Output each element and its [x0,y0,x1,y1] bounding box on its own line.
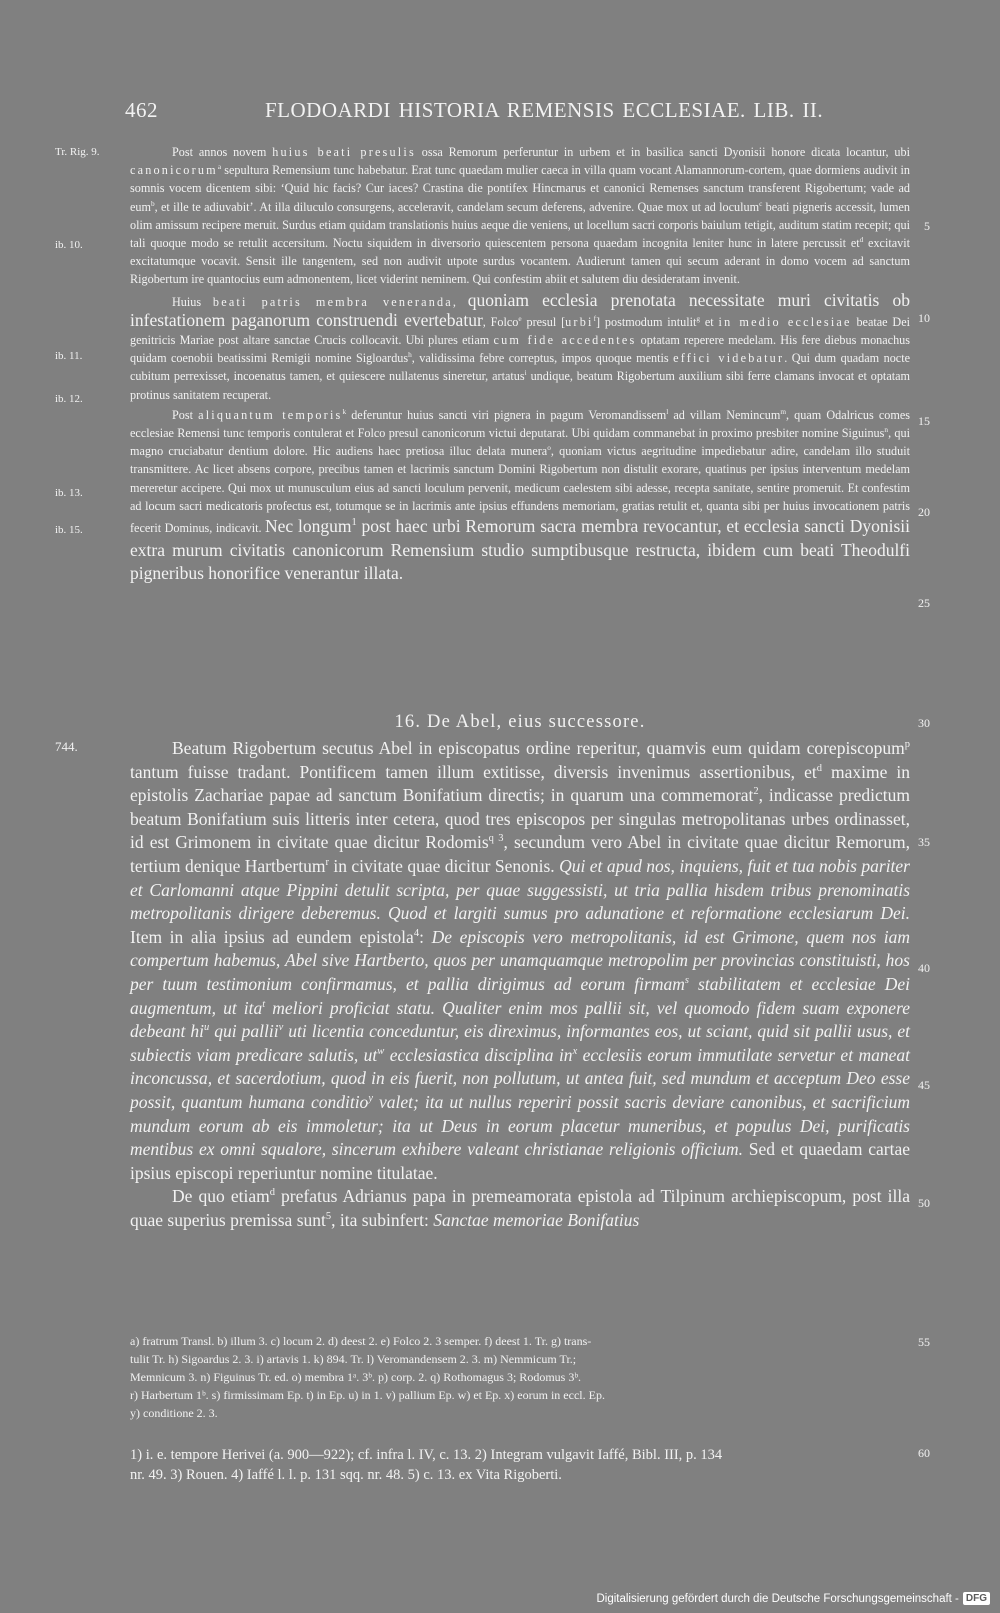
footnotes-variants [130,1332,920,1422]
footnote-line: a) fratrum Transl. b) illum 3. c) locum 2. d) deest 2. e) Folco 2. 3 semper. f) deest 1. Tr. g) trans- [130,1334,592,1348]
footnote-line: Memnicum 3. n) Figuinus Tr. ed. o) membra 1ᵃ. 3ᵇ. p) corp. 2. q) Rothomagus 3; Rodomus 3ᵇ. [130,1370,582,1384]
margin-ref: ib. 10. [55,239,83,251]
margin-ref: ib. 15. [55,524,83,536]
line-number: 5 [924,219,930,233]
footnote-line: nr. 49. 3) Rouen. 4) Iaffé l. l. p. 131 sqq. nr. 48. 5) c. 13. ex Vita Rigoberti. [130,1467,562,1483]
line-number: 10 [918,311,930,325]
margin-ref: ib. 12. [55,393,83,405]
line-number: 35 [918,835,930,849]
margin-ref: ib. 13. [55,487,83,499]
body-large-text: Beatum Rigobertum secutus Abel in episcopatus ordine reperitur, quamvis eum quidam corepiscopum$^p$ tantum fuisse tradant. Pontificem tamen illum extitisse, diversis invenimus assertionibus, $et^d$ maxime in epistolis Zachariae papae ad sanctum Bonifatium directis; in quarum una commemorat$^2$, indicasse predictum beatum Bonifatium suis litteris inter cetera, quod tres episcopos per singulas metropolitanas urbes ordinasset, id est Grimonem in civitate quae dicitur Rodomis$^{q 3}$, secundum vero Abel in civitate quae dicitur Remorum, tertium denique Hartbertum$^r$ in civitate quae dicitur Senonis. Qui et apud nos, inquiens, fuit et tua nobis pariter et Carlomanni atque Pippini detulit scripta, per quae suggessisti, ut tria pallia hisdem tribus prenominatis metropolitanis dirigere deberemus. Quod et largiti sumus pro adunatione et reformatione ecclesiarum Dei. Item in alia ipsius ad eundem epistola$^4$: De episcopis vero metropolitanis, id est Grimone, quem nos iam compertum habemus, Abel sive Hartberto, quos per unamquamque metropolim per provincias constituisti, hos per tuum testimonium confirmamus, et pallia dirigimus ad eorum firmam$^s$ stabilitatem et ecclesiae Dei augmentum, ut ita$^t$ meliori proficiat statu. Qualiter enim mos pallii sit, vel quomodo fidem suam exponere debeant $hi^u$ qui pallii$^v$ uti licentia conceduntur, eis direximus, informantes eos, ut sciant, quid sit pallii usus, et subiectis viam predicare salutis, $ut^w$ ecclesiastica disciplina $in^x$ ecclesiis eorum immutilate servetur et maneat inconcussa, et sacerdotium, quod in eis fuerit, non pollutum, ut antea fuit, sed mundum et acceptum Deo esse possit, quantum humana conditio$^y$ valet; ita ut nullus reperiri possit sacris deviare canonibus, et sacrificium mundum eorum ab eis immoletur; ita ut Deus in eorum placetur muneribus, et populus Dei, purificatis mentibus ex omni squalore, sincerum exhibere valeant christianae religionis officium. Sed et quaedam cartae ipsius episcopi reperiuntur nomine titulatae. De quo etiam$^d$ prefatus Adrianus papa in premeamorata epistola ad Tilpinum archiepiscopum, post illa quae superius premissa sunt$^5$, ita subinfert: Sanctae memoriae Bonifatius [130,738,911,1230]
line-number: 60 [918,1446,930,1460]
line-number: 50 [918,1196,930,1210]
running-title: FLODOARDI HISTORIA REMENSIS ECCLESIAE. LIB. II. [265,98,824,122]
footnote-line: y) conditione 2. 3. [130,1406,218,1420]
body-small-text: Post annos novem huius beati presulis ossa Remorum perferuntur in urbem et in basilica sancti Dyonisii honore dicata locantur, ubi canonicorum$^a$ sepultura Remensium tunc habebatur. Erat tunc quaedam mulier caeca in villa quam vocant Alamannorum-cortem, quae dormiens audivit in somnis vocem dicentem sibi: ‘Quid hic facis? Cur iaces? Crastina die pontifex Hincmarus et canonici Remenses sanctum transferent Rigobertum; vade ad eum$^b$, et ille te adiuvabit’. At illa diluculo consurgens, acceleravit, candelam secum deferens, advenire. Quae mox ut ad loculum$^c$ beati pigneris accessit, lumen olim amissum recipere meruit. Surdus etiam quidam translationis huius aeque die veniens, ut locellum sacri corporis baiulum tetigit, auditum statim recepit; qui tali quoque modo se retulit accersitum. Noctu siquidem in diversorio quiescentem persona quaedam incognita leniter hunc in latere percussit $et^d$ excitavit excitatumque vocavit. Sensit ille tangentem, sed non audivit utpote surdus vocantem. Audierunt tamen qui secum aderant in domo vocem ad sanctum Rigobertum ire quantocius eum admonentem, licet viderint neminem. Qui confestim abiit et salutem diu desideratam invenit. Huius beati patris membra veneranda, quoniam ecclesia prenotata necessitate muri civitatis ob infestationem paganorum construendi evertebatur, Folco$^e$ presul [urbi$^f$] postmodum intulit$^g$ et in medio ecclesiae beatae Dei genitricis Mariae post altare sanctae Crucis collocavit. Ubi plures etiam cum fide accedentes optatam reperere medelam. His fere diebus monachus quidam coenobii beatissimi Remigii nomine Sigloardus$^h$, validissima febre correptus, impos quoque mentis effici videbatur. Qui dum quadam nocte cubitum perrexisset, incoenatus tamen, et quiescere nullatenus sineretur, artatus$^i$ undique, beatum Rigobertum auxilium sibi ferre clamans invocat et optatam protinus sanitatem recuperat. Post aliquantum temporis$^k$ deferuntur huius sancti viri pignera in pagum Veromandissem$^l$ ad villam Nemincum$^m$, quam Odalricus comes ecclesiae Remensi tunc temporis contulerat et Folco presul canonicorum victui deputarat. Ubi quidam commanebat in proximo presbiter nomine Siguinus$^n$, qui magno cruciabatur dentium dolore. Hic audiens haec pretiosa illuc delata munera$^o$, quoniam victus aegritudine impediebatur adire, candelam illo studuit transmittere. Ac licet absens corpore, precibus tamen et lacrimis sanctum Domini Rigobertum non distulit exorare, quatinus per ipsius interventum medelam mereretur accipere. Qui mox ut munusculum eius ad sancti loculum pervenit, medicum caelestem sibi adesse, recepta sanitate, sentire promeruit. Et confestim ad locum sacri medicatoris profectus est, totumque se in lacrimis ante ipsius effundens memoriam, gratias retulit et, quanta sibi per huius invocationem patris fecerit Dominus, indicavit. Nec longum$^1$ post haec urbi Remorum sacra membra revocantur, et ecclesia sancti Dyonisii extra murum civitatis canonicorum Remensium studio sumptibusque restructa, ibidem cum beati Theodulfi pigneribus honorifice venerantur illata. [130,145,911,584]
line-number: 25 [918,596,930,610]
digitization-credit [596,1592,990,1605]
footnote-line: tulit Tr. h) Sigoardus 2. 3. i) artavis 1. k) 894. Tr. l) Veromandensem 2. 3. m) Nemmicum Tr.; [130,1352,577,1366]
page-number: 462 [125,98,158,122]
margin-ref: 744. [55,739,78,754]
footnotes-sources [130,1445,920,1485]
section-heading: 16. De Abel, eius successore. [394,712,646,732]
line-number: 20 [918,505,930,519]
dfg-logo-icon: DFG [963,1592,990,1605]
margin-ref: ib. 11. [55,350,83,362]
footnote-line: 1) i. e. tempore Herivei (a. 900—922); cf. infra l. IV, c. 13. 2) Integram vulgavit Iaffé, Bibl. III, p. 134 [130,1447,723,1463]
line-number: 45 [918,1078,930,1092]
line-number: 55 [918,1335,930,1349]
footnote-line: r) Harbertum 1ᵇ. s) firmissimam Ep. t) in Ep. u) in 1. v) pallium Ep. w) et Ep. x) eorum in eccl. Ep. [130,1388,605,1402]
line-number: 15 [918,414,930,428]
line-number: 40 [918,961,930,975]
credit-text: Digitalisierung gefördert durch die Deutsche Forschungsgemeinschaft - [596,1592,959,1605]
line-number: 30 [918,716,930,730]
margin-ref: Tr. Rig. 9. [55,146,100,158]
